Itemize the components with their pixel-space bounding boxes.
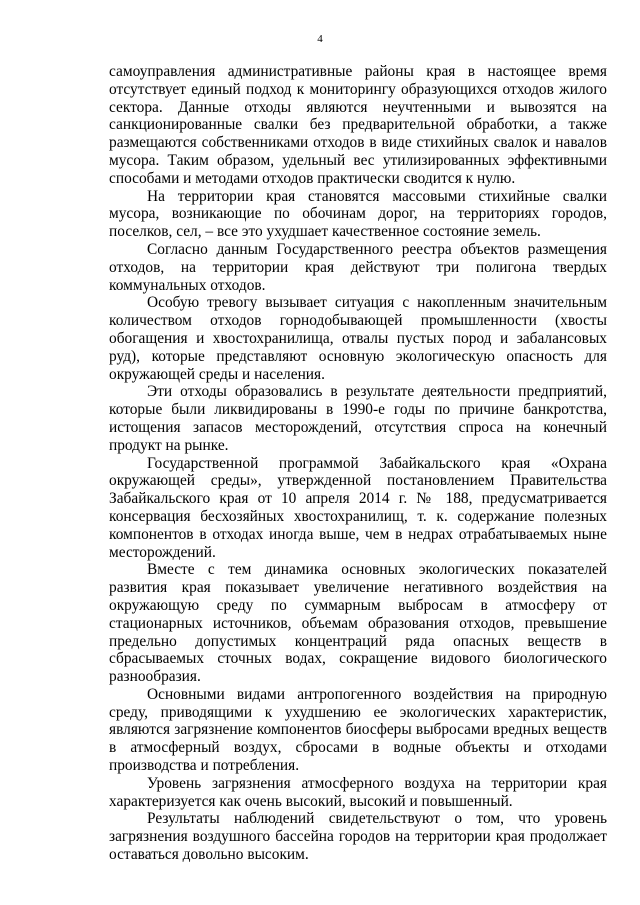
- paragraph: Вместе с тем динамика основных экологических показателей развития края показывает увеличение негативного воздействия на окружающую среду по суммарным выбросам в атмосферу от стационарных источников, объемам образования отходов, превышение предельно допустимых концентраций ряда опасных веществ в сбрасываемых сточных водах, сокращение видового биологического разнообразия.: [109, 561, 607, 686]
- page-number: 4: [317, 33, 323, 45]
- paragraph: Особую тревогу вызывает ситуация с накопленным значительным количеством отходов горнодобывающей промышленности (хвосты обогащения и хвостохранилища, отвалы пустых пород и забалансовых руд), которые представляют основную экологическую опасность для окружающей среды и населения.: [109, 294, 607, 383]
- paragraph: Согласно данным Государственного реестра объектов размещения отходов, на территории края действуют три полигона твердых коммунальных отходов.: [109, 240, 607, 294]
- paragraph: Эти отходы образовались в результате деятельности предприятий, которые были ликвидированы в 1990-е годы по причине банкротства, истощения запасов месторождений, отсутствия спроса на конечный продукт на рынке.: [109, 383, 607, 454]
- paragraph: Уровень загрязнения атмосферного воздуха на территории края характеризуется как очень высокий, высокий и повышенный.: [109, 774, 607, 810]
- paragraph: Основными видами антропогенного воздействия на природную среду, приводящими к ухудшению ее экологических характеристик, являются загрязнение компонентов биосферы выбросами вредных веществ в атмосферный воздух, сбросами в водные объекты и отходами производства и потребления.: [109, 685, 607, 775]
- document-body: [109, 63, 607, 864]
- paragraph: Государственной программой Забайкальского края «Охрана окружающей среды», утвержденной постановлением Правительства Забайкальского края от 10 апреля 2014 г. № 188, предусматривается консервация бесхозяйных хвостохранилищ, т. к. содержание полезных компонентов в отходах иногда выше, чем в недрах отрабатываемых ныне месторождений.: [109, 454, 607, 561]
- paragraph: Результаты наблюдений свидетельствуют о том, что уровень загрязнения воздушного бассейна городов на территории края продолжает оставаться довольно высоким.: [109, 810, 607, 864]
- paragraph: На территории края становятся массовыми стихийные свалки мусора, возникающие по обочинам дорог, на территориях городов, поселков, сел, – все это ухудшает качественное состояние земель.: [109, 187, 607, 241]
- paragraph-continuation: самоуправления административные районы края в настоящее время отсутствует единый подход к мониторингу образующихся отходов жилого сектора. Данные отходы являются неучтенными и вывозятся на санкционированные свалки без предварительной обработки, а также размещаются собственниками отходов в виде стихийных свалок и навалов мусора. Таким образом, удельный вес утилизированных эффективными способами и методами отходов практически сводится к нулю.: [109, 63, 607, 187]
